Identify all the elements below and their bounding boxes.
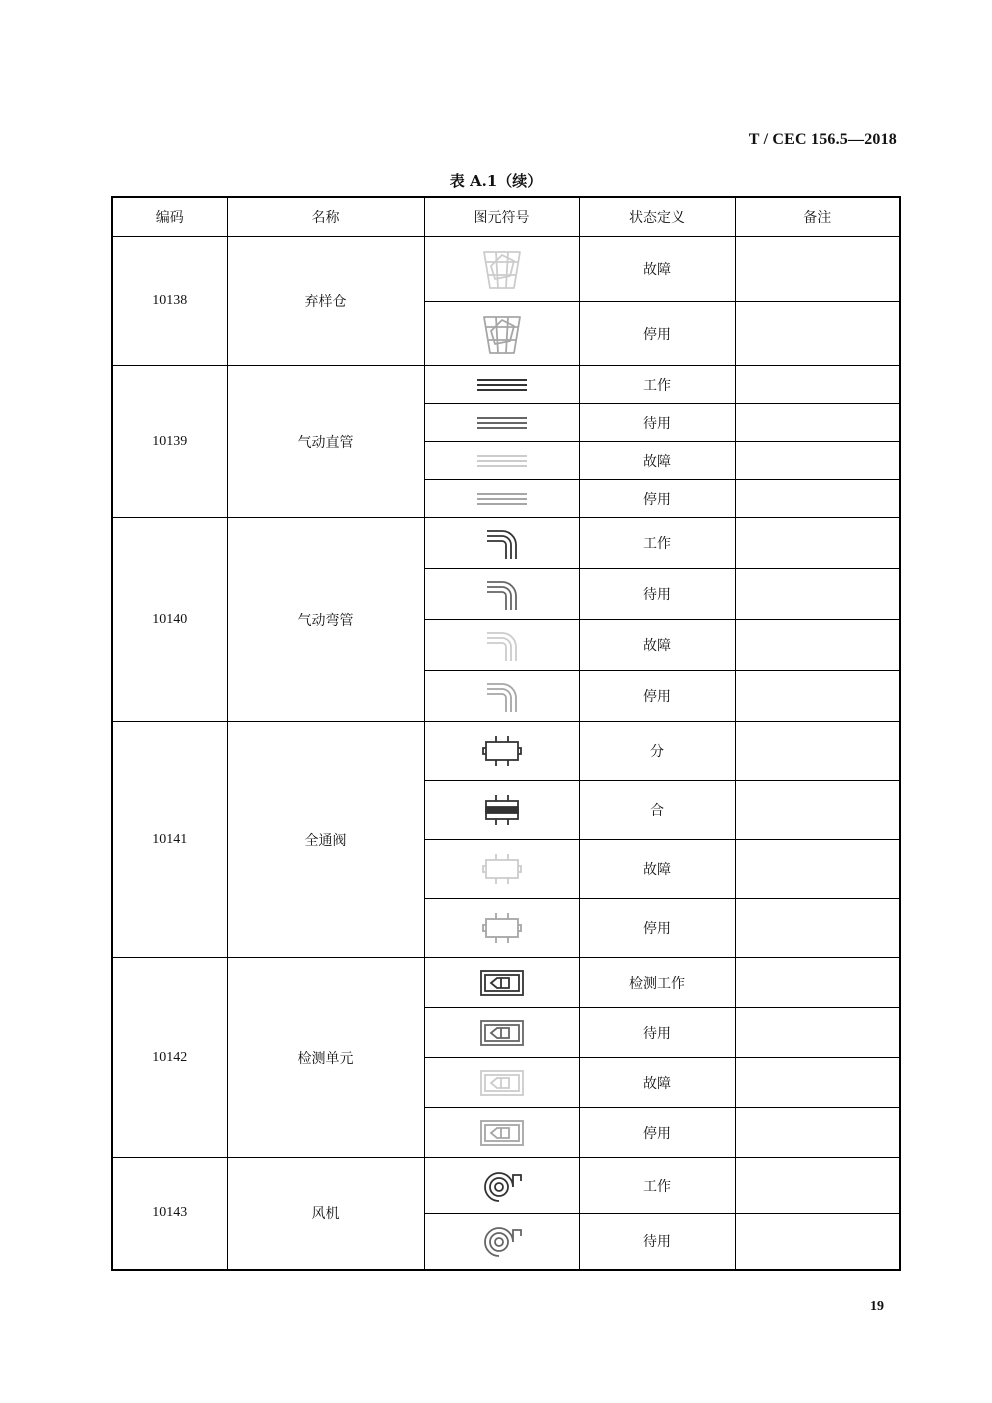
symbol-cell [424, 958, 579, 1008]
detection-unit-icon [479, 1119, 525, 1147]
remark-cell [735, 620, 900, 671]
table-row [112, 722, 900, 781]
full-bore-valve-icon [482, 734, 522, 768]
header-remark: 备注 [735, 197, 900, 237]
elbow-pipe-icon [484, 576, 520, 612]
remark-cell [735, 840, 900, 899]
remark-cell [735, 302, 900, 366]
remark-cell [735, 569, 900, 620]
item-name: 风机 [227, 1158, 424, 1270]
state-label: 工作 [579, 518, 735, 569]
full-bore-valve-icon [482, 852, 522, 886]
state-label: 故障 [579, 620, 735, 671]
state-label: 故障 [579, 442, 735, 480]
item-name: 气动弯管 [227, 518, 424, 722]
table-title: 表 A.1（续） [449, 172, 543, 190]
remark-cell [735, 958, 900, 1008]
header-state: 状态定义 [579, 197, 735, 237]
state-label: 停用 [579, 671, 735, 722]
state-label: 工作 [579, 1158, 735, 1214]
sample-bin-icon [477, 309, 527, 359]
remark-cell [735, 366, 900, 404]
symbol-table [111, 196, 901, 1271]
symbol-cell [424, 404, 579, 442]
item-code: 10143 [112, 1158, 227, 1270]
table-row [112, 518, 900, 569]
symbol-cell [424, 1158, 579, 1214]
straight-pipe-icon [474, 451, 530, 471]
remark-cell [735, 518, 900, 569]
elbow-pipe-icon [484, 678, 520, 714]
state-label: 待用 [579, 1214, 735, 1270]
symbol-cell [424, 518, 579, 569]
straight-pipe-icon [474, 489, 530, 509]
symbol-cell [424, 366, 579, 404]
item-code: 10141 [112, 722, 227, 958]
remark-cell [735, 671, 900, 722]
symbol-cell [424, 722, 579, 781]
detection-unit-icon [479, 1069, 525, 1097]
state-label: 故障 [579, 237, 735, 302]
state-label: 待用 [579, 569, 735, 620]
table-row [112, 1158, 900, 1214]
state-label: 停用 [579, 480, 735, 518]
remark-cell [735, 899, 900, 958]
item-code: 10140 [112, 518, 227, 722]
symbol-cell [424, 1008, 579, 1058]
remark-cell [735, 1058, 900, 1108]
detection-unit-icon [479, 1019, 525, 1047]
remark-cell [735, 1214, 900, 1270]
state-label: 检测工作 [579, 958, 735, 1008]
header-symbol: 图元符号 [424, 197, 579, 237]
state-label: 合 [579, 781, 735, 840]
sample-bin-icon [477, 244, 527, 294]
straight-pipe-icon [474, 375, 530, 395]
full-bore-valve-icon [482, 793, 522, 827]
state-label: 故障 [579, 1058, 735, 1108]
symbol-cell [424, 671, 579, 722]
symbol-cell [424, 840, 579, 899]
symbol-cell [424, 480, 579, 518]
remark-cell [735, 404, 900, 442]
fan-icon [479, 1223, 525, 1259]
remark-cell [735, 722, 900, 781]
state-label: 待用 [579, 1008, 735, 1058]
state-label: 待用 [579, 404, 735, 442]
item-code: 10138 [112, 237, 227, 366]
remark-cell [735, 237, 900, 302]
symbol-cell [424, 237, 579, 302]
header-code: 编码 [112, 197, 227, 237]
symbol-cell [424, 899, 579, 958]
item-code: 10142 [112, 958, 227, 1158]
symbol-cell [424, 1058, 579, 1108]
elbow-pipe-icon [484, 525, 520, 561]
symbol-cell [424, 1108, 579, 1158]
table-header-row [112, 197, 900, 237]
symbol-cell [424, 442, 579, 480]
remark-cell [735, 781, 900, 840]
item-name: 弃样仓 [227, 237, 424, 366]
state-label: 分 [579, 722, 735, 781]
symbol-cell [424, 302, 579, 366]
elbow-pipe-icon [484, 627, 520, 663]
remark-cell [735, 442, 900, 480]
table-row [112, 366, 900, 404]
item-name: 检测单元 [227, 958, 424, 1158]
state-label: 停用 [579, 302, 735, 366]
remark-cell [735, 1008, 900, 1058]
fan-icon [479, 1168, 525, 1204]
remark-cell [735, 480, 900, 518]
remark-cell [735, 1158, 900, 1214]
state-label: 故障 [579, 840, 735, 899]
remark-cell [735, 1108, 900, 1158]
item-code: 10139 [112, 366, 227, 518]
symbol-cell [424, 1214, 579, 1270]
item-name: 全通阀 [227, 722, 424, 958]
symbol-cell [424, 569, 579, 620]
table-row [112, 237, 900, 302]
state-label: 停用 [579, 1108, 735, 1158]
table-row [112, 958, 900, 1008]
item-name: 气动直管 [227, 366, 424, 518]
state-label: 停用 [579, 899, 735, 958]
straight-pipe-icon [474, 413, 530, 433]
full-bore-valve-icon [482, 911, 522, 945]
symbol-cell [424, 781, 579, 840]
page-number: 19 [870, 1299, 884, 1314]
header-name: 名称 [227, 197, 424, 237]
state-label: 工作 [579, 366, 735, 404]
symbol-cell [424, 620, 579, 671]
detection-unit-icon [479, 969, 525, 997]
document-code: T / CEC 156.5—2018 [748, 131, 897, 148]
